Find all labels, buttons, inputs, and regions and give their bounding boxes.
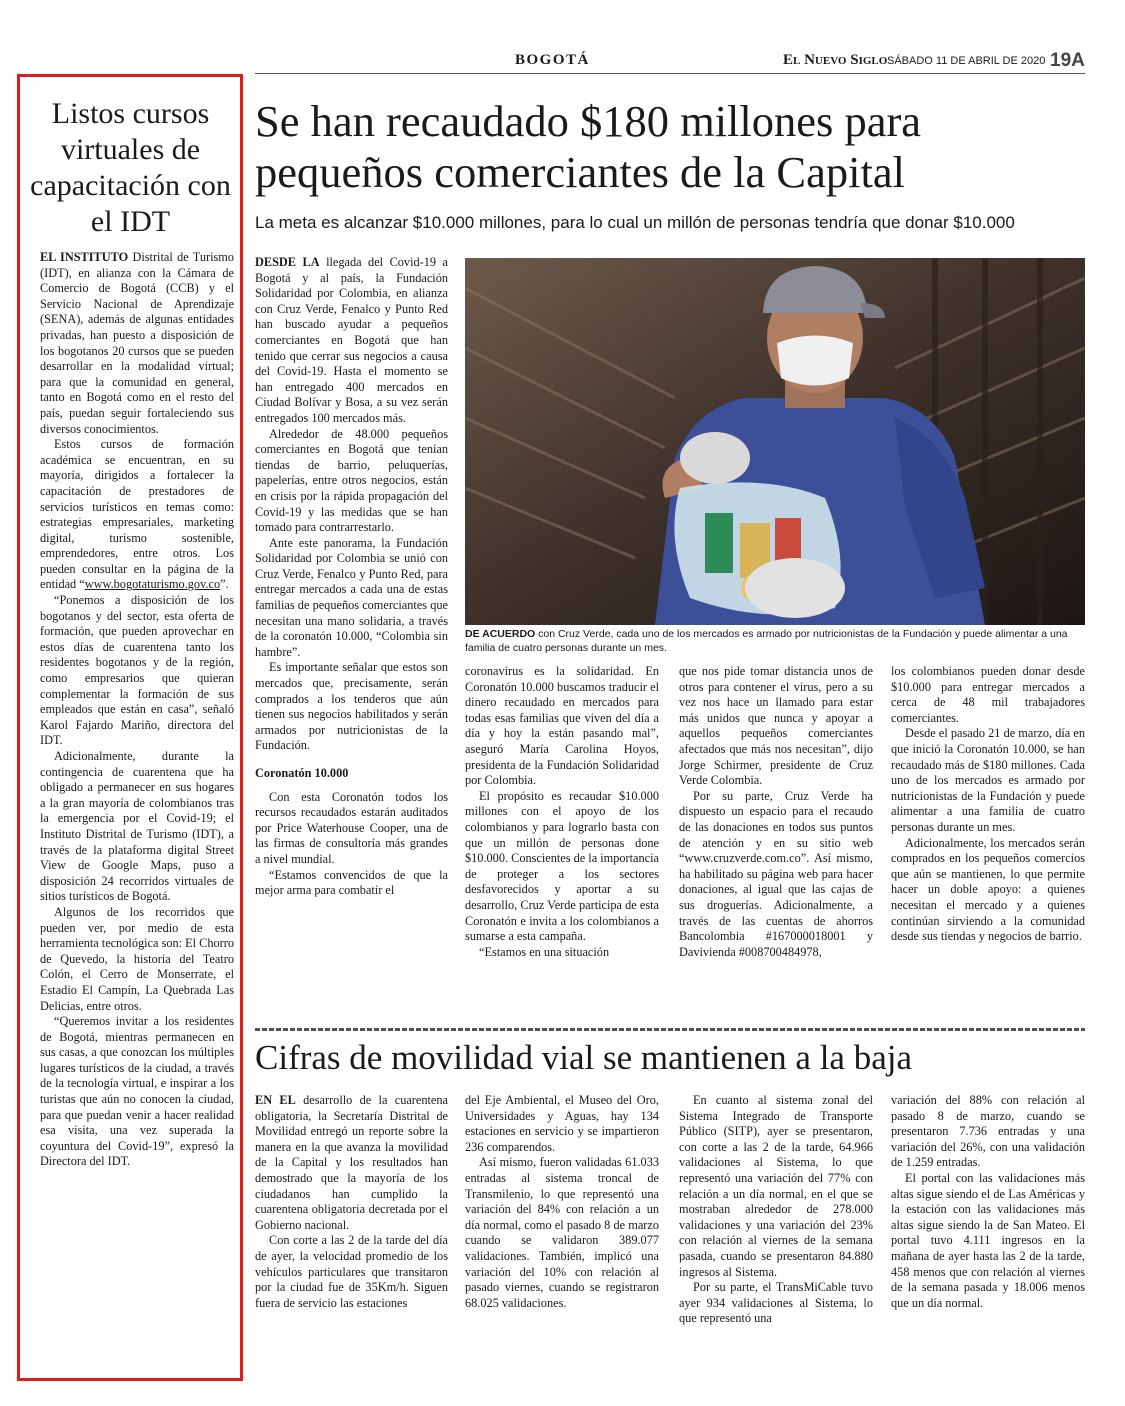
paragraph: los colombianos pueden donar desde $10.000 para entregar mercados a cerca de 48 mil trabajadores comerciantes. (891, 664, 1085, 725)
section-subheading: Coronatón 10.000 (255, 766, 349, 780)
main-article-column-1 (255, 255, 448, 899)
second-article-column-4 (891, 1093, 1085, 1311)
newspaper-masthead: El Nuevo Siglo (783, 52, 888, 68)
paragraph: Estos cursos de formación académica se encuentran, en su mayoría, dirigidos a fortalecer la capacitación de prestadores de servicios turísticos en temas como: estrategias empresariales, marketing digital, turismo sostenible, emprendedores, entre otros. Los pueden consultar en la página de la entidad “www.bogotaturismo.gov.co”. (40, 437, 234, 592)
paragraph: Algunos de los recorridos que pueden ver, por medio de esta herramienta tecnológica son: El Chorro de Quevedo, la historia del Teatro Colón, el Cerro de Monserrate, el Estadio El Campín, La Quebrada Las Delicias, entre otros. (40, 904, 234, 1013)
page-number: 19A (1050, 50, 1085, 71)
second-headline: Cifras de movilidad vial se mantienen a la baja (255, 1038, 913, 1077)
section-label: BOGOTÁ (515, 52, 590, 68)
paragraph: EL INSTITUTO Distrital de Turismo (IDT), en alianza con la Cámara de Comercio de Bogotá (CCB) y el Servicio Nacional de Aprendizaje (SENA), además de algunas entidades privadas, han puesto a disposición de los bogotanos 20 cursos que se pueden desarrollar en la modalidad virtual; para que la comunidad en general, tanto en Bogotá como en el resto del país, puedan seguir fortaleciendo sus diversos conocimientos. (40, 250, 234, 436)
lead-in: DESDE LA (255, 255, 320, 269)
paragraph: Es importante señalar que estos son mercados que, precisamente, serán comprados a los tenderos que aún tienen sus negocios habilitados y serán armados por nutricionistas de la Fundación. (255, 660, 448, 753)
lead-in: EL INSTITUTO (40, 250, 129, 264)
header-rule (255, 73, 1085, 74)
paragraph: que nos pide tomar distancia unos de otros para contener el virus, pero a su vez nos hace un llamado para estar más unidos que nunca y apoyar a aquellos pequeños comerciantes afectados que más nos necesitan”, dijo Jorge Schirmer, presidente de Cruz Verde Colombia. (679, 664, 873, 788)
paragraph: “Ponemos a disposición de los bogotanos y del sector, esta oferta de formación, que pueden aprovechar en estos días de cuarentena tanto los residentes bogotanos y de la región, como empresarios que quieran complementar la formación de sus empleados que están en casa”, señaló Karol Fajardo Mariño, directora del IDT. (40, 593, 234, 748)
paragraph: variación del 88% con relación al pasado 8 de marzo, cuando se presentaron 7.736 entradas y una variación del 26%, con una validación de 1.259 entradas. (891, 1093, 1085, 1170)
main-subheadline: La meta es alcanzar $10.000 millones, para lo cual un millón de personas tendría que donar $10.000 (255, 213, 1015, 232)
website-link[interactable]: www.bogotaturismo.gov.co (84, 577, 221, 592)
paragraph: “Queremos invitar a los residentes de Bogotá, mientras permanecen en sus casas, a que conozcan los múltiples lugares turísticos de la ciudad, a través de la tecnología virtual, e inspirar a los turistas que aún no conocen la ciudad, para que puedan venir a hacer realidad esa visita, una vez superada la coyuntura del Covid-19”, expresó la Directora del IDT. (40, 1014, 234, 1169)
photo-caption: DE ACUERDO con Cruz Verde, cada uno de los mercados es armado por nutricionistas de la Fundación y puede alimentar a una familia de cuatro personas durante un mes. (465, 628, 1068, 654)
main-article-column-4 (891, 664, 1085, 945)
sidebar-headline: Listos cursos virtuales de capacitación con el IDT (30, 97, 231, 238)
second-article-column-3 (679, 1093, 873, 1327)
paragraph: coronavirus es la solidaridad. En Coronatón 10.000 buscamos traducir el dinero recaudado en mercados para todas esas familias que viven del día a día y hoy la están pasando mal”, aseguró María Carolina Hoyos, presidenta de la Fundación Solidaridad por Colombia. (465, 664, 659, 788)
paragraph: Ante este panorama, la Fundación Solidaridad por Colombia se unió con Cruz Verde, Fenalco y Punto Red, para entregar mercados a cada una de estas familias de pequeños comerciantes que necesitan una mano solidaria, a través de la coronatón 10.000, “Colombia sin hambre”. (255, 535, 448, 659)
paragraph: El portal con las validaciones más altas sigue siendo el de Las Américas y la estación con las validaciones más altas sigue siendo la de San Mateo. El portal tuvo 4.111 ingresos en la mañana de ayer hasta las 2 de la tarde, 458 menos que con relación al viernes de la semana pasada y 18.006 menos que un día normal. (891, 1170, 1085, 1310)
dateline: SÁBADO 11 DE ABRIL DE 2020 (887, 55, 1046, 67)
article-divider (255, 1028, 1085, 1031)
paragraph: Por su parte, el TransMiCable tuvo ayer 934 validaciones al Sistema, lo que representó una (679, 1280, 873, 1326)
paragraph: DESDE LA llegada del Covid-19 a Bogotá y al país, la Fundación Solidaridad por Colombia, en alianza con Cruz Verde, Fenalco y Punto Red han buscado ayudar a pequeños comerciantes en Bogotá que han tenido que cerrar sus negocios a causa del Covid-19. Hasta el momento se han entregado 400 mercados en Ciudad Bolívar y Bosa, a su vez serán entregados 100 mercados más. (255, 255, 448, 425)
paragraph: Desde el pasado 21 de marzo, día en que inició la Coronatón 10.000, se han recaudado más de $180 millones. Cada uno de los mercados es armado por nutricionistas de la Fundación y puede alimentar a una familia de cuatro personas durante un mes. (891, 726, 1085, 834)
main-headline: Se han recaudado $180 millones para pequeños comerciantes de la Capital (255, 96, 922, 197)
paragraph: Con esta Coronatón todos los recursos recaudados estarán auditados por Price Waterhouse Cooper, una de las firmas de consultoría más grandes a nivel mundial. (255, 789, 448, 866)
paragraph: Así mismo, fueron validadas 61.033 entradas al sistema troncal de Transmilenio, lo que representó una variación del 84% con relación a un día normal, como el pasado 8 de marzo cuando se validaron 389.077 validaciones. También, implicó una variación del 10% con relación al pasado viernes, cuando se registraron 68.025 validaciones. (465, 1155, 659, 1310)
paragraph: En cuanto al sistema zonal del Sistema Integrado de Transporte Público (SITP), ayer se presentaron, con corte a las 2 de la tarde, 64.966 validaciones al Sistema, lo que representó una variación del 77% con relación a un día normal, en el que se mostraban alrededor de 278.000 validaciones y una variación del 23% con relación al viernes de la semana pasada, cuando se presentaron 84.880 ingresos al Sistema. (679, 1093, 873, 1279)
caption-lead-in: DE ACUERDO (465, 628, 536, 640)
second-article-column-2 (465, 1093, 659, 1311)
news-photo (465, 258, 1085, 625)
paragraph: “Estamos en una situación (479, 944, 610, 959)
paragraph: Adicionalmente, durante la contingencia de cuarentena que ha obligado a permanecer en sus hogares a la gran mayoría de colombianos tras la emergencia por el Covid-19; el Instituto Distrital de Turismo (IDT), a través de la plataforma digital Street View de Google Maps, puso a disposición 24 recorridos virtuales de sitios turísticos de Bogotá. (40, 749, 234, 904)
paragraph: Por su parte, Cruz Verde ha dispuesto un espacio para el recaudo de las donaciones en todos sus puntos de atención y en su sitio web “www.cruzverde.com.co”. Así mismo, ha habilitado su página web para hacer donaciones, al igual que las cajas de sus droguerías. Adicionalmente, a través de las cuentas de ahorros Bancolombia #167000018001 y Davivienda #008700484978, (679, 788, 873, 959)
second-article-column-1 (255, 1093, 448, 1311)
lead-in: EN EL (255, 1093, 296, 1107)
sidebar-article-body (40, 250, 234, 1170)
paragraph: Con corte a las 2 de la tarde del día de ayer, la velocidad promedio de los vehículos particulares que transitaron por la ciudad fue de 35Km/h. Siguen fuera de servicio las estaciones (255, 1233, 448, 1310)
main-article-column-2 (465, 664, 659, 960)
paragraph: “Estamos convencidos de que la mejor arma para combatir el (255, 867, 448, 898)
paragraph: Adicionalmente, los mercados serán comprados en los pequeños comercios que aún se mantienen, lo que permite hacer un doble apoyo: a quienes necesitan el mercado y a quienes continúan sirviendo a la comunidad desde sus tiendas y negocios de barrio. (891, 835, 1085, 944)
paragraph: del Eje Ambiental, el Museo del Oro, Universidades y Aguas, hay 134 estaciones en servicio y se impartieron 236 comparendos. (465, 1093, 659, 1154)
paragraph: Alrededor de 48.000 pequeños comerciantes en Bogotá que tenían tiendas de barrio, peluquerías, papelerías, entre otros negocios, están en crisis por la rápida propagación del Covid-19 y las medidas que se han tomado para contrarrestarlo. (255, 426, 448, 535)
paragraph: El propósito es recaudar $10.000 millones con el apoyo de los colombianos y para lograrlo basta con que un millón de personas done $10.000. Conscientes de la importancia de proteger a los sectores desfavorecidos y aportar a su desarrollo, Cruz Verde participa de esta Coronatón e invita a los colombianos a sumarse a esta campaña. (465, 788, 659, 944)
paragraph: EN EL desarrollo de la cuarentena obligatoria, la Secretaría Distrital de Movilidad entregó un reporte sobre la manera en la que avanza la movilidad de la Capital y los resultados han demostrado que la mayoría de los ciudadanos han cumplido la cuarentena obligatoria decretada por el Gobierno nacional. (255, 1093, 448, 1232)
main-article-column-3 (679, 664, 873, 960)
